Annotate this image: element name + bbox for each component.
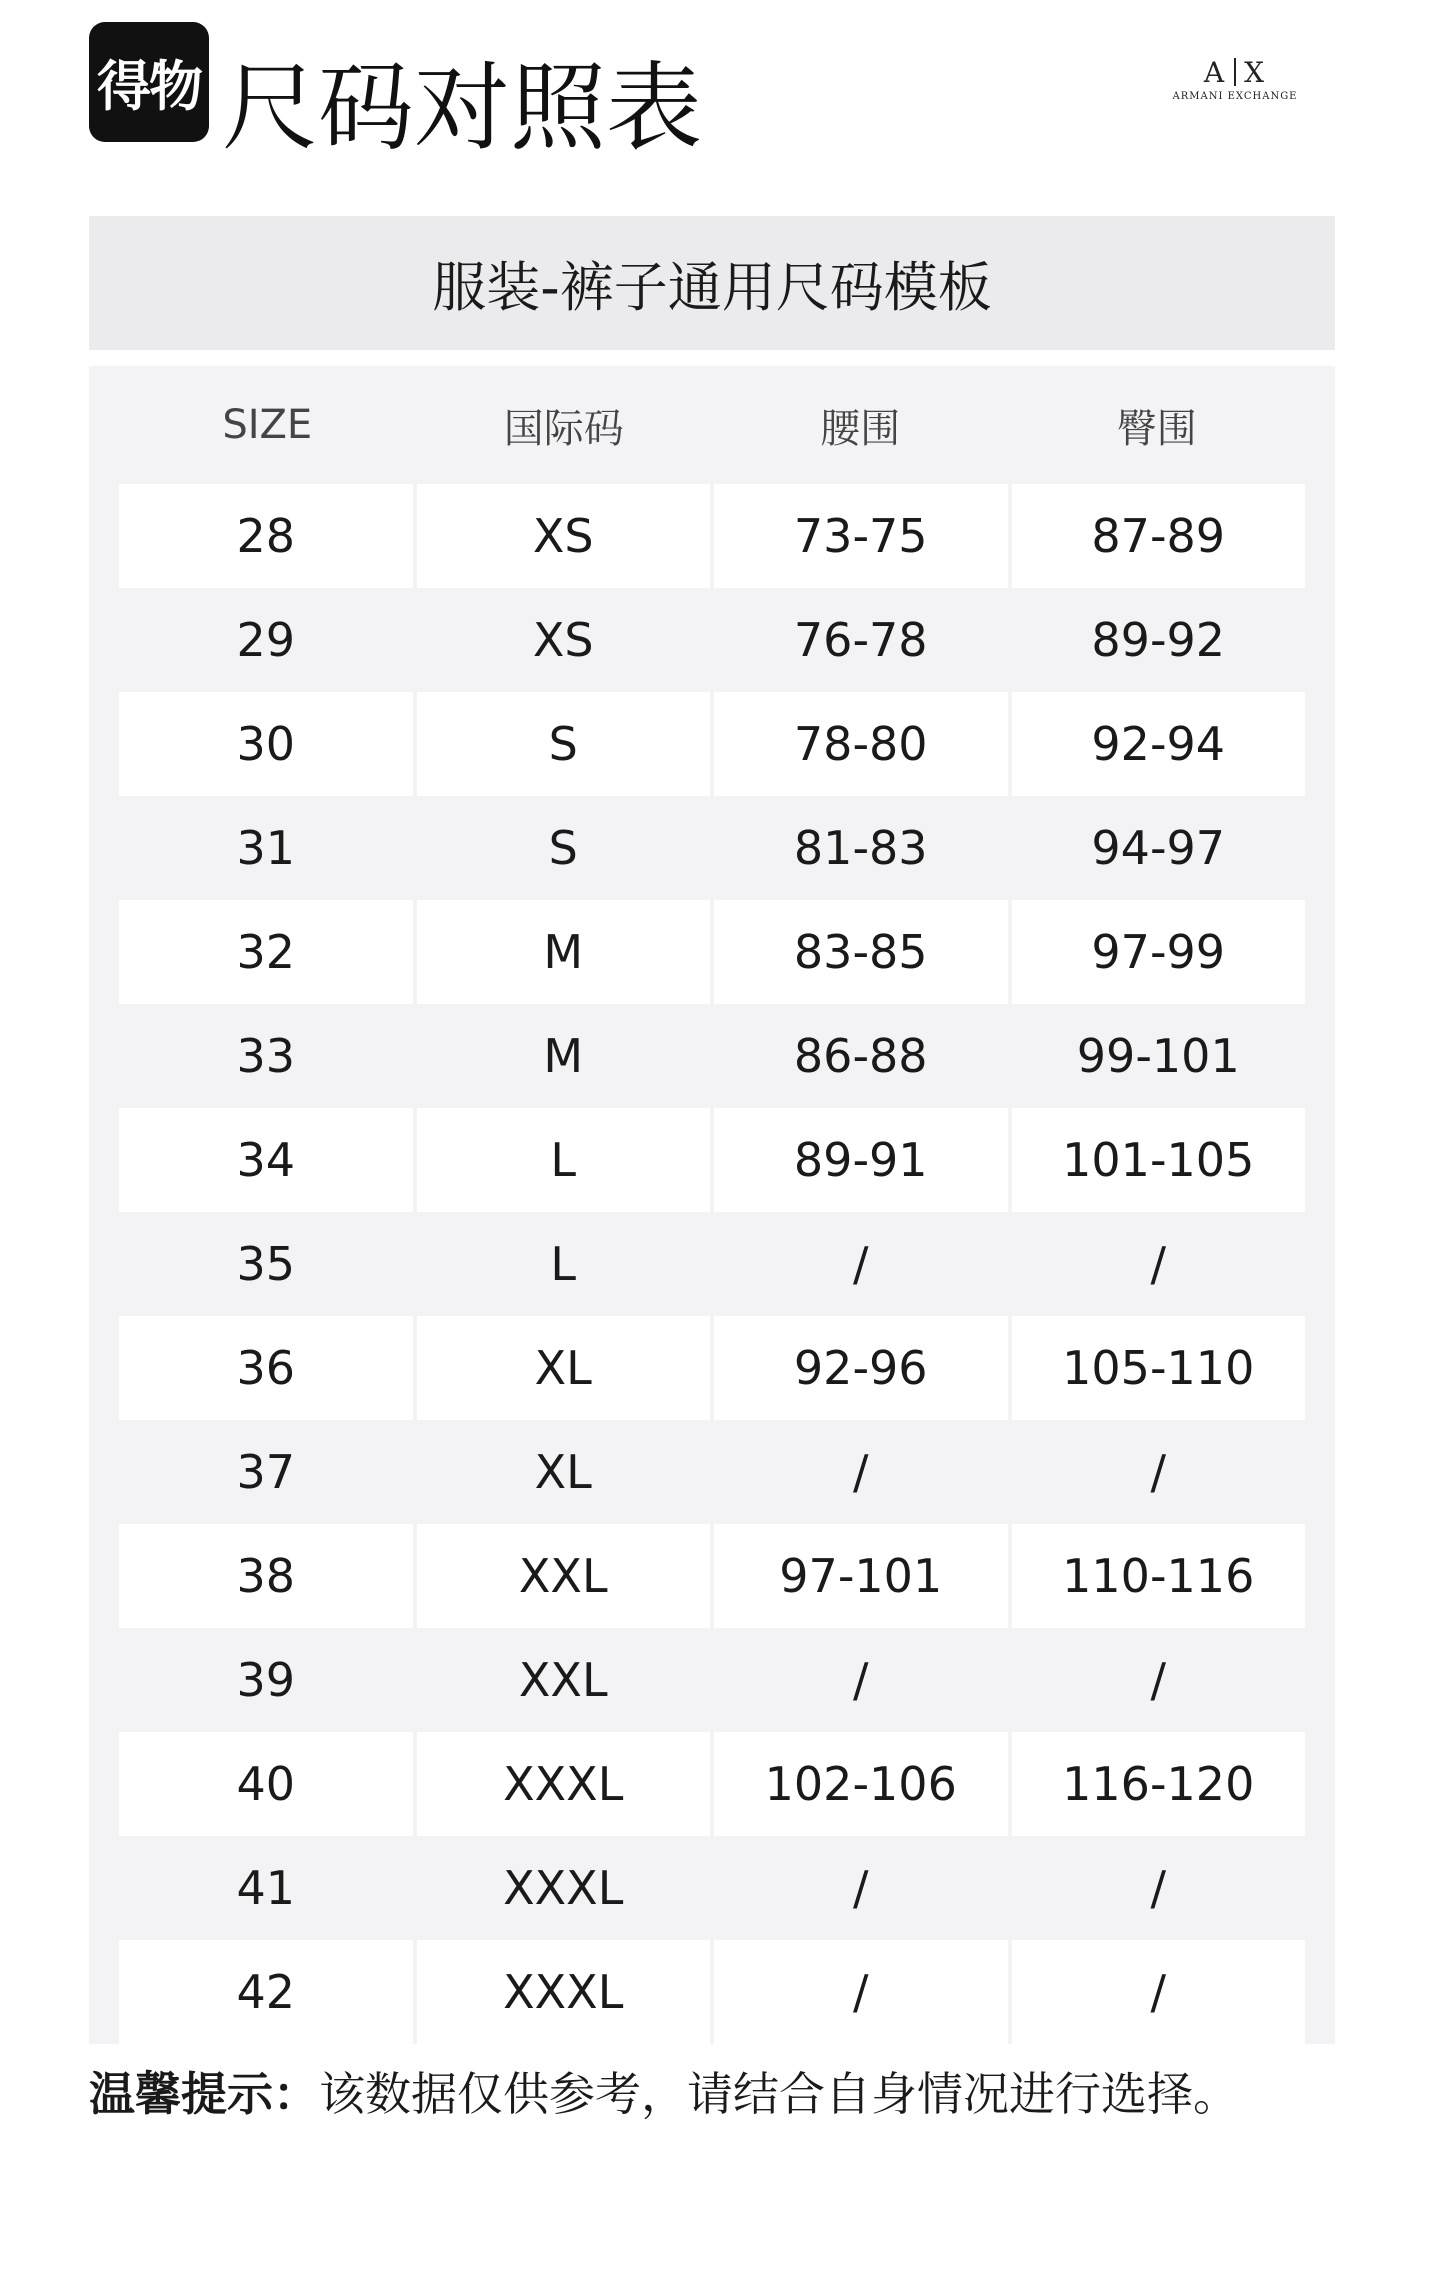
column-header-hip: 臀围 <box>1116 405 1197 452</box>
cell-hip: / <box>1150 1237 1166 1291</box>
table-body <box>119 484 1305 2044</box>
cell-size: 34 <box>119 1108 413 1212</box>
page-title: 尺码对照表 <box>222 52 702 164</box>
cell-hip: 99-101 <box>1076 1029 1240 1083</box>
cell-intl-size: XL <box>417 1316 711 1420</box>
app-logo <box>89 22 209 142</box>
cell-hip: / <box>1150 1653 1166 1707</box>
size-table <box>89 366 1335 2044</box>
table-row <box>119 1212 1305 1316</box>
cell-waist: 86-88 <box>793 1029 928 1083</box>
cell-size: 33 <box>236 1029 296 1083</box>
cell-waist: 102-106 <box>714 1732 1008 1836</box>
cell-hip: 92-94 <box>1012 692 1306 796</box>
cell-waist: 81-83 <box>793 821 928 875</box>
cell-size: 28 <box>119 484 413 588</box>
cell-waist: / <box>714 1940 1008 2044</box>
cell-hip: 89-92 <box>1091 613 1226 667</box>
cell-intl-size: M <box>417 900 711 1004</box>
table-row <box>119 1108 1305 1212</box>
table-row <box>119 1940 1305 2044</box>
cell-size: 37 <box>236 1445 296 1499</box>
cell-size: 40 <box>119 1732 413 1836</box>
cell-hip: 110-116 <box>1012 1524 1306 1628</box>
table-row <box>119 1524 1305 1628</box>
cell-intl-size: XXXL <box>417 1732 711 1836</box>
cell-size: 38 <box>119 1524 413 1628</box>
brand-separator <box>1234 58 1236 86</box>
cell-hip: / <box>1150 1861 1166 1915</box>
cell-hip: 87-89 <box>1012 484 1306 588</box>
template-title: 服装-裤子通用尺码模板 <box>432 255 992 319</box>
cell-waist: 89-91 <box>714 1108 1008 1212</box>
cell-intl-size: L <box>550 1237 577 1291</box>
table-row <box>119 692 1305 796</box>
cell-intl-size: XXXL <box>417 1940 711 2044</box>
brand-mark-right: X <box>1244 56 1267 89</box>
cell-intl-size: XL <box>534 1445 592 1499</box>
brand-mark-left: A <box>1203 56 1227 89</box>
table-row <box>119 1004 1305 1108</box>
cell-hip: / <box>1150 1445 1166 1499</box>
cell-intl-size: XS <box>532 613 594 667</box>
cell-size: 35 <box>236 1237 296 1291</box>
column-header-size: SIZE <box>222 402 313 448</box>
cell-hip: 97-99 <box>1012 900 1306 1004</box>
cell-intl-size: L <box>417 1108 711 1212</box>
tip-note <box>89 2058 1239 2130</box>
tip-label: 温馨提示： <box>89 2067 319 2121</box>
cell-size: 36 <box>119 1316 413 1420</box>
table-row <box>119 1732 1305 1836</box>
table-row <box>119 1316 1305 1420</box>
cell-size: 41 <box>236 1861 296 1915</box>
column-header-intl-size: 国际码 <box>503 405 624 452</box>
cell-waist: 97-101 <box>714 1524 1008 1628</box>
cell-waist: 92-96 <box>714 1316 1008 1420</box>
column-header-waist: 腰围 <box>820 405 901 452</box>
brand-mark <box>1170 56 1300 90</box>
cell-waist: / <box>853 1653 869 1707</box>
cell-size: 32 <box>119 900 413 1004</box>
cell-waist: 76-78 <box>793 613 928 667</box>
cell-hip: 105-110 <box>1012 1316 1306 1420</box>
cell-waist: 83-85 <box>714 900 1008 1004</box>
cell-waist: 78-80 <box>714 692 1008 796</box>
cell-size: 39 <box>236 1653 296 1707</box>
cell-size: 42 <box>119 1940 413 2044</box>
cell-intl-size: XXXL <box>503 1861 624 1915</box>
cell-intl-size: S <box>417 692 711 796</box>
cell-waist: / <box>853 1861 869 1915</box>
cell-intl-size: XXL <box>417 1524 711 1628</box>
cell-waist: / <box>853 1445 869 1499</box>
table-header-row <box>119 366 1305 484</box>
table-row <box>119 900 1305 1004</box>
cell-hip: 101-105 <box>1012 1108 1306 1212</box>
table-row <box>119 1628 1305 1732</box>
cell-hip: / <box>1012 1940 1306 2044</box>
cell-size: 31 <box>236 821 296 875</box>
cell-waist: 73-75 <box>714 484 1008 588</box>
table-row <box>119 1420 1305 1524</box>
cell-size: 29 <box>236 613 296 667</box>
app-logo-text: 得物 <box>97 54 201 118</box>
table-row <box>119 1836 1305 1940</box>
cell-intl-size: XS <box>417 484 711 588</box>
table-row <box>119 484 1305 588</box>
cell-hip: 116-120 <box>1012 1732 1306 1836</box>
cell-intl-size: S <box>548 821 578 875</box>
cell-hip: 94-97 <box>1091 821 1226 875</box>
cell-size: 30 <box>119 692 413 796</box>
table-row <box>119 796 1305 900</box>
brand-name: ARMANI EXCHANGE <box>1172 91 1298 102</box>
table-row <box>119 588 1305 692</box>
brand-logo <box>1170 56 1300 104</box>
cell-intl-size: M <box>543 1029 584 1083</box>
tip-text: 该数据仅供参考，请结合自身情况进行选择。 <box>319 2067 1239 2121</box>
template-title-bar <box>89 216 1335 350</box>
cell-waist: / <box>853 1237 869 1291</box>
cell-intl-size: XXL <box>518 1653 608 1707</box>
